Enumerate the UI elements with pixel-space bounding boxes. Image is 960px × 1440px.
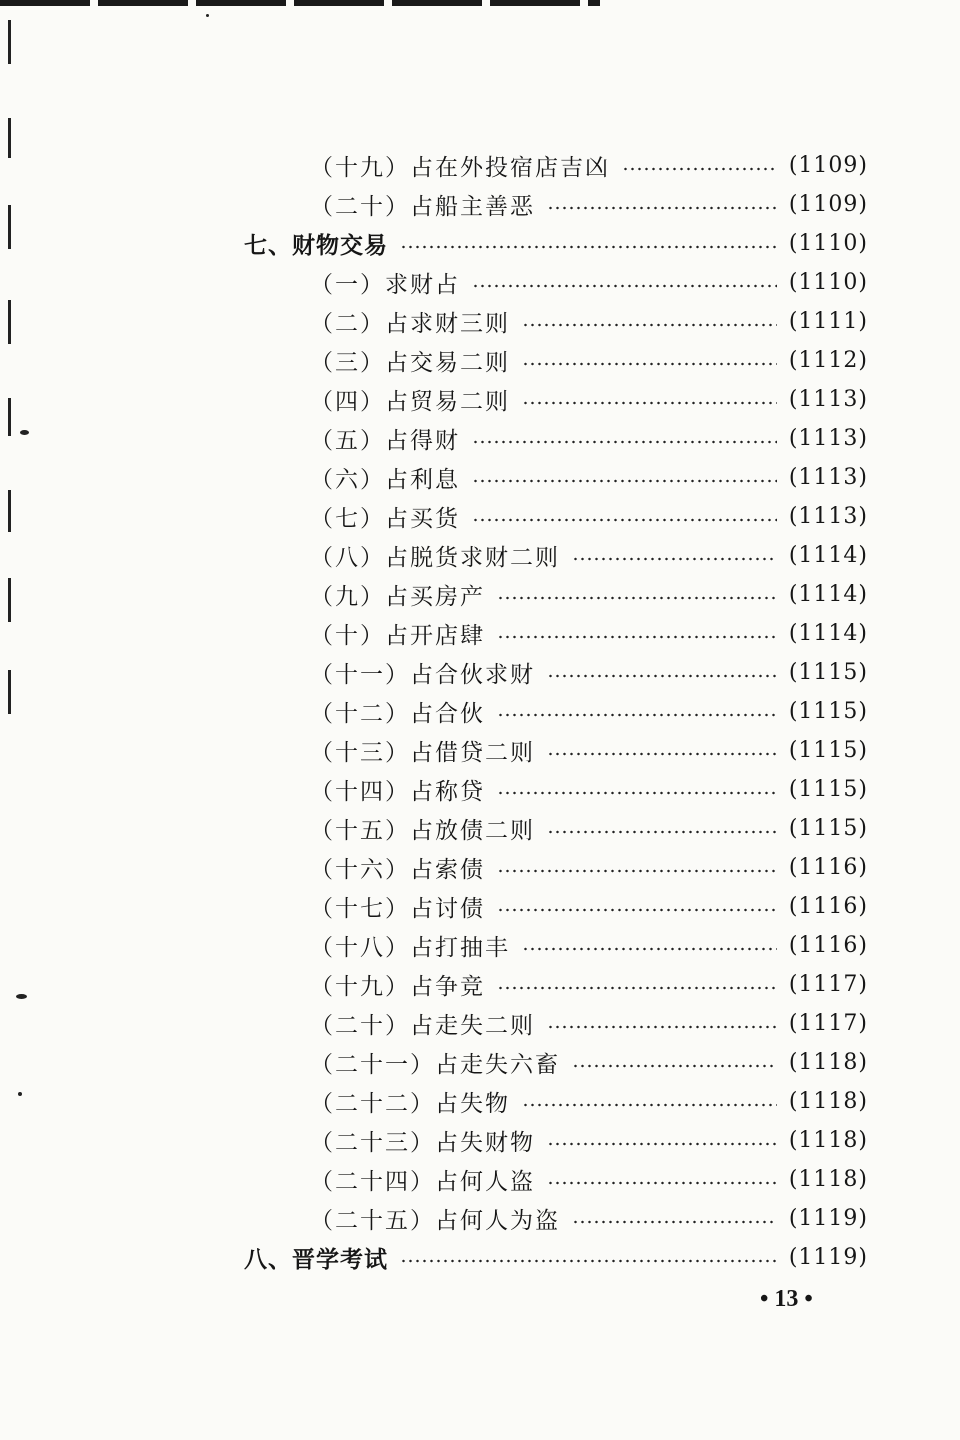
toc-entry-title: （九）占买房产 [310, 584, 485, 610]
toc-entry-page: (1114) [788, 582, 868, 607]
toc-entry [310, 926, 868, 965]
toc-entry-page: (1115) [788, 816, 868, 841]
toc-entry-title: （十三）占借贷二则 [310, 740, 535, 766]
toc-entry-page: (1113) [788, 387, 868, 412]
toc-entry-title: （二十）占走失二则 [310, 1013, 535, 1039]
dot-leader [497, 908, 777, 912]
dot-leader [547, 752, 777, 756]
toc-entry-title: （二十一）占走失六畜 [310, 1052, 560, 1078]
scan-edge-mark [8, 578, 11, 622]
toc-entry [310, 146, 868, 185]
dot-leader [547, 830, 777, 834]
toc-entry-title: （十五）占放债二则 [310, 818, 535, 844]
dot-leader [472, 440, 777, 444]
toc-entry [310, 770, 868, 809]
dot-leader [472, 518, 777, 522]
scan-edge-mark [8, 205, 11, 249]
scan-speck [206, 14, 209, 17]
toc-entry-page: (1119) [788, 1245, 868, 1270]
toc-entry [310, 575, 868, 614]
toc-entry-page: (1118) [788, 1089, 868, 1114]
toc-entry [310, 341, 868, 380]
toc-entry-page: (1117) [788, 972, 868, 997]
toc-entry-page: (1118) [788, 1128, 868, 1153]
toc-entry [310, 536, 868, 575]
scan-edge-mark [8, 398, 11, 436]
toc-entry-title: （十七）占讨债 [310, 896, 485, 922]
toc-entry-title: （十二）占合伙 [310, 701, 485, 727]
toc-entry [310, 263, 868, 302]
toc-entry-page: (1113) [788, 465, 868, 490]
dot-leader [522, 401, 777, 405]
toc-entry-title: （十四）占称贷 [310, 779, 485, 805]
toc-entry-page: (1115) [788, 777, 868, 802]
toc-entry-page: (1110) [788, 231, 868, 256]
dot-leader [497, 986, 777, 990]
dot-leader [547, 1142, 777, 1146]
toc-entry [310, 497, 868, 536]
scan-edge-mark [8, 670, 11, 714]
toc-entry-page: (1114) [788, 621, 868, 646]
toc-section [244, 1238, 868, 1277]
dot-leader [497, 791, 777, 795]
toc-entry-title: （六）占利息 [310, 467, 460, 493]
toc-entry [310, 1082, 868, 1121]
dot-leader [547, 674, 777, 678]
toc-entry [310, 1004, 868, 1043]
dot-leader [572, 557, 777, 561]
toc-entry [310, 185, 868, 224]
toc-entry-title: （十九）占争竞 [310, 974, 485, 1000]
dot-leader [522, 1103, 777, 1107]
toc-entry-title: （二）占求财三则 [310, 311, 510, 337]
toc-entry-title: 八、晋学考试 [244, 1246, 388, 1273]
dot-leader [497, 713, 777, 717]
toc-entry [310, 692, 868, 731]
toc-entry [310, 809, 868, 848]
dot-leader [497, 869, 777, 873]
toc-entry-title: （五）占得财 [310, 428, 460, 454]
dot-leader [522, 362, 777, 366]
toc-entry-title: （二十二）占失物 [310, 1091, 510, 1117]
toc-entry [310, 419, 868, 458]
toc-entry-page: (1115) [788, 738, 868, 763]
dot-leader [400, 245, 777, 249]
toc-entry-page: (1117) [788, 1011, 868, 1036]
dot-leader [547, 206, 777, 210]
dot-leader [547, 1181, 777, 1185]
toc-entry-title: （十六）占索债 [310, 857, 485, 883]
toc-entry [310, 614, 868, 653]
toc-entry [310, 887, 868, 926]
scan-edge-mark [8, 300, 11, 344]
toc-entry [310, 1160, 868, 1199]
toc-section [244, 224, 868, 263]
toc-entry-title: （七）占买货 [310, 506, 460, 532]
toc-entry [310, 731, 868, 770]
toc-entry-page: (1118) [788, 1167, 868, 1192]
toc-entry-title: （三）占交易二则 [310, 350, 510, 376]
dot-leader [497, 635, 777, 639]
dot-leader [547, 1025, 777, 1029]
scan-speck [20, 430, 29, 435]
dot-leader [400, 1259, 777, 1263]
toc-entry-page: (1119) [788, 1206, 868, 1231]
toc-entry [310, 380, 868, 419]
toc-entry-title: （十）占开店肆 [310, 623, 485, 649]
toc-entry-page: (1116) [788, 933, 868, 958]
toc-entry-title: 七、财物交易 [244, 232, 388, 259]
dot-leader [522, 323, 777, 327]
toc-entry [310, 848, 868, 887]
toc-entry-title: （二十四）占何人盗 [310, 1169, 535, 1195]
toc-entry-title: （十八）占打抽丰 [310, 935, 510, 961]
scan-speck [18, 1092, 22, 1096]
scan-top-border [0, 0, 600, 6]
toc-entry-page: (1114) [788, 543, 868, 568]
toc-entry-page: (1118) [788, 1050, 868, 1075]
toc-entry [310, 965, 868, 1004]
toc-entry-title: （一）求财占 [310, 272, 460, 298]
dot-leader [472, 284, 777, 288]
dot-leader [572, 1064, 777, 1068]
toc-entry-page: (1110) [788, 270, 868, 295]
scan-edge-mark [8, 20, 11, 64]
dot-leader [497, 596, 777, 600]
toc-entry-page: (1113) [788, 504, 868, 529]
toc-entry [310, 458, 868, 497]
scan-edge-mark [8, 490, 11, 532]
toc-entry-page: (1115) [788, 699, 868, 724]
toc-entry-page: (1115) [788, 660, 868, 685]
toc-entry-page: (1111) [788, 309, 868, 334]
toc-entry-page: (1109) [788, 153, 868, 178]
page-number: • 13 • [760, 1286, 813, 1312]
toc-entry [310, 1121, 868, 1160]
toc-entry-title: （十一）占合伙求财 [310, 662, 535, 688]
toc-entry-title: （八）占脱货求财二则 [310, 545, 560, 571]
dot-leader [522, 947, 777, 951]
toc-entry-title: （二十五）占何人为盗 [310, 1208, 560, 1234]
toc-entry-title: （二十三）占失财物 [310, 1130, 535, 1156]
dot-leader [622, 167, 777, 171]
dot-leader [572, 1220, 777, 1224]
toc-entry [310, 302, 868, 341]
dot-leader [472, 479, 777, 483]
toc-entry-page: (1113) [788, 426, 868, 451]
scan-edge-mark [8, 118, 11, 158]
toc-entry-title: （二十）占船主善恶 [310, 194, 535, 220]
toc-entry-page: (1112) [788, 348, 868, 373]
toc-entry-page: (1109) [788, 192, 868, 217]
toc-entry [310, 1043, 868, 1082]
toc-entry-page: (1116) [788, 894, 868, 919]
toc-entry-title: （十九）占在外投宿店吉凶 [310, 155, 610, 181]
scan-speck [16, 994, 27, 999]
toc-entry-page: (1116) [788, 855, 868, 880]
toc-entry [310, 653, 868, 692]
toc-entry-title: （四）占贸易二则 [310, 389, 510, 415]
toc-entry [310, 1199, 868, 1238]
